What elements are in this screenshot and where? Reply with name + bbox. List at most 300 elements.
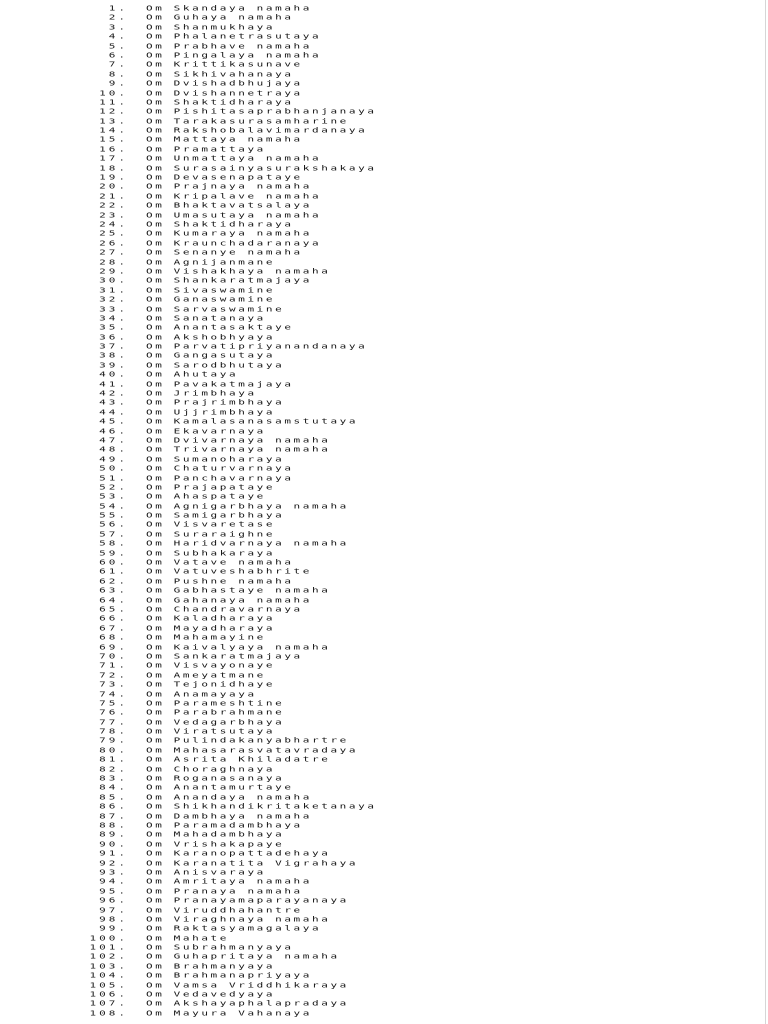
list-item — [0, 765, 768, 774]
list-item — [0, 342, 768, 351]
list-item — [0, 1009, 768, 1018]
item-name: Om Krittikasunave — [146, 60, 303, 69]
list-item — [0, 192, 768, 201]
item-name: Om Prabhave namaha — [146, 42, 313, 51]
item-name: Om Vatuveshabhrite — [146, 567, 313, 577]
item-number: 49. — [99, 455, 128, 464]
item-name: Om Sarodbhutaya — [146, 361, 285, 370]
item-name: Om Pingalaya namaha — [146, 51, 322, 60]
list-item — [0, 220, 768, 229]
item-name: Om Parvatipriyanandanaya — [146, 342, 368, 351]
item-name: Om Sanatanaya — [146, 314, 266, 323]
item-number: 63. — [99, 586, 128, 595]
item-number: 97. — [99, 906, 128, 915]
list-item — [0, 13, 768, 22]
list-item — [0, 699, 768, 708]
item-name: Om Prajrimbhaya — [146, 398, 285, 408]
list-item — [0, 915, 768, 924]
item-number: 80. — [99, 746, 128, 755]
item-number: 70. — [99, 652, 128, 661]
list-item — [0, 408, 768, 417]
item-number: 100. — [89, 934, 128, 943]
list-item — [0, 135, 768, 144]
item-number: 71. — [99, 661, 128, 670]
list-item — [0, 305, 768, 314]
list-item — [0, 727, 768, 736]
list-item — [0, 239, 768, 248]
list-item — [0, 107, 768, 116]
item-number: 68. — [99, 633, 128, 642]
list-item — [0, 502, 768, 511]
item-number: 88. — [99, 821, 128, 830]
list-item — [0, 924, 768, 933]
item-number: 59. — [99, 549, 128, 558]
list-item — [0, 380, 768, 389]
item-name: Om Pavakatmajaya — [146, 380, 294, 389]
item-name: Om Ujjrimbhaya — [146, 408, 276, 417]
list-item — [0, 671, 768, 680]
item-number: 86. — [99, 802, 128, 811]
list-item — [0, 32, 768, 41]
item-number: 95. — [99, 887, 128, 896]
list-item — [0, 812, 768, 821]
list-item — [0, 427, 768, 436]
item-name: Om Kaladharaya — [146, 614, 276, 623]
item-name: Om Shaktidharaya — [146, 220, 294, 229]
item-name: Om Panchavarnaya — [146, 474, 294, 483]
item-name: Om Bhaktavatsalaya — [146, 201, 313, 210]
list-item — [0, 276, 768, 285]
list-item — [0, 530, 768, 539]
item-name: Om Akshayaphalapradaya — [146, 999, 349, 1009]
list-item — [0, 267, 768, 276]
list-item — [0, 943, 768, 952]
item-number: 16. — [99, 145, 128, 154]
item-name: Om Vrishakapaye — [146, 840, 285, 849]
item-name: Om Sarvaswamine — [146, 305, 285, 314]
item-number: 78. — [99, 727, 128, 736]
list-item — [0, 295, 768, 304]
item-number: 9. — [108, 79, 128, 88]
item-number: 58. — [99, 539, 128, 548]
item-number: 55. — [99, 511, 128, 520]
list-item — [0, 661, 768, 670]
item-name: Om Anamayaya — [146, 690, 257, 699]
item-name: Om Parameshtine — [146, 699, 285, 708]
list-item — [0, 802, 768, 811]
item-name: Om Agnigarbhaya namaha — [146, 502, 349, 511]
list-item — [0, 774, 768, 783]
item-name: Om Viratsutaya — [146, 727, 276, 736]
item-name: Om Mahadambhaya — [146, 830, 285, 839]
list-item — [0, 98, 768, 107]
list-item — [0, 79, 768, 88]
item-name: Om Shaktidharaya — [146, 98, 294, 107]
item-name: Om Visvaretase — [146, 521, 276, 530]
list-item — [0, 990, 768, 999]
item-name: Om Visvayonaye — [146, 661, 276, 670]
item-number: 104. — [89, 971, 128, 980]
item-name: Om Anantasaktaye — [146, 323, 294, 332]
item-name: Om Tejonidhaye — [146, 680, 276, 689]
item-name: Om Mayura Vahanaya — [146, 1009, 313, 1018]
list-item — [0, 783, 768, 792]
item-number: 56. — [99, 521, 128, 530]
item-number: 38. — [99, 352, 128, 361]
item-number: 84. — [99, 783, 128, 793]
names-list — [0, 4, 768, 1018]
item-name: Om Phalanetrasutaya — [146, 32, 322, 41]
item-number: 50. — [99, 464, 128, 473]
item-name: Om Shikhandikritaketanaya — [146, 802, 377, 811]
item-number: 93. — [99, 868, 128, 877]
item-number: 99. — [99, 924, 128, 933]
item-number: 102. — [89, 953, 128, 962]
item-name: Om Rakshobalavimardanaya — [146, 126, 368, 135]
list-item — [0, 211, 768, 220]
item-name: Om Pranaya namaha — [146, 887, 303, 896]
list-item — [0, 830, 768, 839]
item-name: Om Subrahmanyaya — [146, 943, 294, 952]
item-number: 20. — [99, 182, 128, 192]
list-item — [0, 361, 768, 370]
list-item — [0, 643, 768, 652]
item-number: 77. — [99, 718, 128, 727]
list-item — [0, 906, 768, 915]
item-number: 46. — [99, 427, 128, 436]
list-item — [0, 173, 768, 182]
item-number: 82. — [99, 765, 128, 774]
list-item — [0, 164, 768, 173]
item-number: 57. — [99, 530, 128, 539]
item-number: 27. — [99, 248, 128, 257]
item-name: Om Pranayamaparayanaya — [146, 896, 349, 905]
list-item — [0, 445, 768, 454]
item-number: 107. — [89, 999, 128, 1009]
item-name: Om Ganaswamine — [146, 295, 276, 304]
item-name: Om Sivaswamine — [146, 286, 276, 295]
item-name: Om Gahanaya namaha — [146, 596, 313, 605]
list-item — [0, 690, 768, 699]
item-number: 28. — [99, 258, 128, 267]
list-item — [0, 42, 768, 51]
item-name: Om Prajnaya namaha — [146, 182, 313, 192]
list-item — [0, 558, 768, 567]
item-name: Om Asrita Khiladatre — [146, 755, 331, 764]
item-number: 36. — [99, 333, 128, 342]
item-number: 29. — [99, 267, 128, 276]
list-item — [0, 229, 768, 238]
list-item — [0, 952, 768, 961]
item-name: Om Gangasutaya — [146, 352, 276, 361]
item-number: 3. — [108, 23, 128, 32]
item-number: 10. — [99, 89, 128, 98]
list-item — [0, 286, 768, 295]
item-number: 25. — [99, 229, 128, 238]
item-number: 76. — [99, 708, 128, 717]
item-name: Om Haridvarnaya namaha — [146, 539, 349, 548]
item-name: Om Dvivarnaya namaha — [146, 436, 331, 445]
list-item — [0, 755, 768, 764]
list-item — [0, 182, 768, 191]
list-item — [0, 736, 768, 745]
item-name: Om Roganasanaya — [146, 774, 285, 783]
list-item — [0, 4, 768, 13]
item-name: Om Skandaya namaha — [146, 4, 313, 13]
item-name: Om Mayadharaya — [146, 624, 276, 633]
item-name: Om Vatave namaha — [146, 558, 294, 567]
item-name: Om Kraunchadaranaya — [146, 239, 322, 248]
list-item — [0, 333, 768, 342]
item-number: 37. — [99, 342, 128, 351]
list-item — [0, 483, 768, 492]
item-number: 45. — [99, 417, 128, 426]
item-number: 21. — [99, 192, 128, 201]
item-name: Om Shanmukhaya — [146, 23, 276, 32]
list-item — [0, 520, 768, 529]
list-item — [0, 821, 768, 830]
item-name: Om Paramadambhaya — [146, 821, 303, 830]
item-number: 96. — [99, 896, 128, 905]
item-number: 98. — [99, 915, 128, 924]
item-number: 23. — [99, 211, 128, 220]
list-item — [0, 934, 768, 943]
list-item — [0, 652, 768, 661]
list-item — [0, 417, 768, 426]
item-name: Om Pulindakanyabhartre — [146, 737, 349, 746]
item-name: Om Vedagarbhaya — [146, 718, 285, 727]
item-name: Om Mattaya namaha — [146, 136, 303, 145]
item-number: 79. — [99, 737, 128, 746]
item-number: 14. — [99, 126, 128, 135]
item-number: 64. — [99, 596, 128, 605]
item-number: 66. — [99, 614, 128, 623]
list-item — [0, 877, 768, 886]
item-number: 89. — [99, 830, 128, 839]
item-number: 18. — [99, 164, 128, 173]
item-number: 24. — [99, 220, 128, 229]
item-number: 30. — [99, 276, 128, 285]
item-name: Om Parabrahmane — [146, 708, 285, 717]
item-number: 62. — [99, 577, 128, 586]
item-name: Om Dvishannetraya — [146, 89, 303, 98]
list-item — [0, 370, 768, 379]
item-number: 83. — [99, 774, 128, 783]
item-name: Om Ekavarnaya — [146, 427, 266, 436]
item-number: 44. — [99, 408, 128, 417]
item-name: Om Dambhaya namaha — [146, 812, 313, 821]
item-number: 103. — [89, 962, 128, 971]
list-item — [0, 633, 768, 642]
item-number: 41. — [99, 380, 128, 389]
item-name: Om Dvishadbhujaya — [146, 79, 303, 88]
list-item — [0, 455, 768, 464]
list-item — [0, 89, 768, 98]
list-item — [0, 51, 768, 60]
item-name: Om Unmattaya namaha — [146, 154, 322, 163]
item-number: 53. — [99, 492, 128, 501]
item-number: 67. — [99, 624, 128, 633]
list-item — [0, 718, 768, 727]
list-item — [0, 962, 768, 971]
list-item — [0, 398, 768, 407]
item-name: Om Tarakasurasamharine — [146, 117, 349, 126]
list-item — [0, 511, 768, 520]
list-item — [0, 746, 768, 755]
item-number: 94. — [99, 877, 128, 886]
item-number: 5. — [108, 42, 128, 51]
list-item — [0, 605, 768, 614]
item-number: 85. — [99, 793, 128, 802]
item-number: 105. — [89, 981, 128, 990]
item-name: Om Kaivalyaya namaha — [146, 643, 331, 652]
list-item — [0, 567, 768, 576]
list-item — [0, 981, 768, 990]
item-name: Om Senanye namaha — [146, 248, 303, 257]
item-name: Om Ameyatmane — [146, 671, 266, 680]
item-name: Om Viraghnaya namaha — [146, 915, 331, 924]
item-name: Om Chaturvarnaya — [146, 464, 294, 473]
item-number: 74. — [99, 690, 128, 699]
list-item — [0, 351, 768, 360]
list-item — [0, 314, 768, 323]
item-number: 87. — [99, 812, 128, 821]
item-name: Om Agnijanmane — [146, 258, 276, 267]
item-number: 42. — [99, 389, 128, 398]
list-item — [0, 539, 768, 548]
list-item — [0, 549, 768, 558]
item-name: Om Ahaspataye — [146, 492, 266, 501]
item-name: Om Sumanoharaya — [146, 455, 285, 464]
item-number: 8. — [108, 70, 128, 79]
item-name: Om Samigarbhaya — [146, 511, 285, 520]
list-item — [0, 596, 768, 605]
item-number: 61. — [99, 567, 128, 577]
list-item — [0, 887, 768, 896]
list-item — [0, 154, 768, 163]
list-item — [0, 248, 768, 257]
list-item — [0, 60, 768, 69]
item-number: 51. — [99, 474, 128, 483]
item-number: 52. — [99, 483, 128, 492]
item-name: Om Jrimbhaya — [146, 389, 257, 398]
list-item — [0, 586, 768, 595]
item-name: Om Umasutaya namaha — [146, 211, 322, 220]
item-name: Om Ahutaya — [146, 370, 239, 379]
list-item — [0, 145, 768, 154]
item-name: Om Pramattaya — [146, 145, 266, 154]
item-name: Om Guhapritaya namaha — [146, 953, 340, 962]
item-number: 108. — [89, 1009, 128, 1018]
list-item — [0, 708, 768, 717]
item-number: 15. — [99, 136, 128, 145]
item-name: Om Prajapataye — [146, 483, 276, 492]
item-name: Om Guhaya namaha — [146, 13, 294, 22]
item-name: Om Anantamurtaye — [146, 783, 294, 793]
item-number: 60. — [99, 558, 128, 567]
item-name: Om Mahate — [146, 934, 230, 943]
item-number: 39. — [99, 361, 128, 370]
item-name: Om Vishakhaya namaha — [146, 267, 331, 276]
item-number: 32. — [99, 295, 128, 304]
item-number: 40. — [99, 370, 128, 379]
item-number: 92. — [99, 859, 128, 868]
item-name: Om Anisvaraya — [146, 868, 266, 877]
item-name: Om Sankaratmajaya — [146, 652, 303, 661]
item-number: 2. — [108, 13, 128, 22]
item-number: 54. — [99, 502, 128, 511]
item-number: 72. — [99, 671, 128, 680]
item-name: Om Pishitasaprabhanjanaya — [146, 107, 377, 116]
list-item — [0, 859, 768, 868]
item-number: 11. — [99, 98, 128, 107]
list-item — [0, 849, 768, 858]
list-item — [0, 614, 768, 623]
item-name: Om Anandaya namaha — [146, 793, 313, 802]
item-name: Om Gabhastaye namaha — [146, 586, 331, 595]
list-item — [0, 474, 768, 483]
item-number: 101. — [89, 943, 128, 952]
list-item — [0, 70, 768, 79]
list-item — [0, 23, 768, 32]
item-name: Om Chandravarnaya — [146, 605, 303, 614]
item-number: 22. — [99, 201, 128, 210]
item-number: 1. — [108, 4, 128, 13]
item-name: Om Surasainyasurakshakaya — [146, 164, 377, 173]
item-number: 6. — [108, 51, 128, 60]
item-name: Om Pushne namaha — [146, 577, 294, 586]
list-item — [0, 680, 768, 689]
item-number: 75. — [99, 699, 128, 708]
item-name: Om Sikhivahanaya — [146, 70, 294, 79]
item-number: 19. — [99, 173, 128, 182]
list-item — [0, 258, 768, 267]
list-item — [0, 577, 768, 586]
list-item — [0, 971, 768, 980]
item-name: Om Akshobhyaya — [146, 333, 276, 342]
item-name: Om Shankaratmajaya — [146, 276, 313, 285]
item-number: 34. — [99, 314, 128, 323]
item-number: 31. — [99, 286, 128, 295]
item-number: 13. — [99, 117, 128, 126]
item-name: Om Raktasyamagalaya — [146, 924, 322, 933]
item-number: 81. — [99, 755, 128, 764]
list-item — [0, 436, 768, 445]
list-item — [0, 389, 768, 398]
item-number: 91. — [99, 849, 128, 858]
item-name: Om Devasenapataye — [146, 173, 303, 182]
item-name: Om Vedavedyaya — [146, 990, 276, 999]
list-item — [0, 117, 768, 126]
item-number: 65. — [99, 605, 128, 614]
item-number: 7. — [108, 60, 128, 69]
list-item — [0, 840, 768, 849]
list-item — [0, 464, 768, 473]
item-number: 48. — [99, 445, 128, 454]
item-number: 4. — [108, 32, 128, 41]
item-number: 106. — [89, 990, 128, 999]
item-name: Om Kumaraya namaha — [146, 229, 313, 238]
list-item — [0, 492, 768, 501]
item-name: Om Karanopattadehaya — [146, 849, 331, 858]
item-name: Om Brahmanapriyaya — [146, 971, 313, 980]
item-number: 33. — [99, 305, 128, 314]
list-item — [0, 624, 768, 633]
item-name: Om Amritaya namaha — [146, 877, 313, 886]
item-number: 12. — [99, 107, 128, 116]
item-number: 90. — [99, 840, 128, 849]
item-name: Om Mahamayine — [146, 633, 266, 642]
